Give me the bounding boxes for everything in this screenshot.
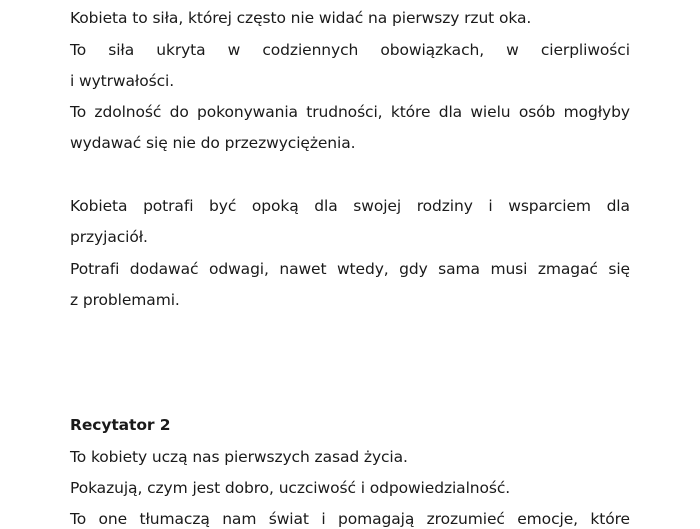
word: dla (606, 197, 630, 215)
word: zmagać (537, 260, 598, 278)
word: codziennych (262, 41, 359, 59)
word: tłumaczą (139, 510, 210, 528)
word: być (209, 197, 237, 215)
word: wtedy, (336, 260, 389, 278)
word: dodawać (129, 260, 199, 278)
word: dla (438, 103, 463, 121)
word: nawet (279, 260, 327, 278)
text-line-justified (70, 102, 630, 122)
text-line-justified (70, 509, 630, 529)
word: cierpliwości (540, 41, 630, 59)
word: rodziny (416, 197, 473, 215)
word: trudności, (306, 103, 383, 121)
text-line: Pokazują, czym jest dobro, uczciwość i odpowiedzialność. (70, 479, 511, 497)
word: musi (490, 260, 528, 278)
word: one (98, 510, 128, 528)
word: Potrafi (70, 260, 120, 278)
word: do (169, 103, 189, 121)
word: i (488, 197, 493, 215)
word: odwagi, (208, 260, 269, 278)
word: nam (222, 510, 257, 528)
text-line: z problemami. (70, 291, 180, 309)
text-line: To kobiety uczą nas pierwszych zasad życia. (70, 448, 408, 466)
word: pomagają (337, 510, 415, 528)
word: się (608, 260, 630, 278)
word: gdy (399, 260, 428, 278)
word: zrozumieć (426, 510, 505, 528)
word: wsparciem (508, 197, 591, 215)
word: w (506, 41, 519, 59)
word: potrafi (143, 197, 194, 215)
text-line-justified (70, 259, 630, 279)
word: To (70, 510, 87, 528)
word: emocje, (517, 510, 578, 528)
word: zdolność (94, 103, 162, 121)
word: mogłyby (563, 103, 630, 121)
word: które (390, 103, 431, 121)
word: swojej (353, 197, 402, 215)
text-line: wydawać się nie do przezwyciężenia. (70, 134, 356, 152)
word: wielu (470, 103, 511, 121)
text-line: przyjaciół. (70, 228, 148, 246)
word: osób (518, 103, 556, 121)
text-line: Kobieta to siła, której często nie widać na pierwszy rzut oka. (70, 9, 532, 27)
word: ukryta (156, 41, 206, 59)
word: Kobieta (70, 197, 128, 215)
text-line-justified (70, 40, 630, 60)
word: które (590, 510, 630, 528)
section-heading: Recytator 2 (70, 416, 171, 434)
text-line-justified (70, 196, 630, 216)
text-line: i wytrwałości. (70, 72, 175, 90)
word: dla (314, 197, 338, 215)
word: w (227, 41, 241, 59)
word: To (70, 41, 87, 59)
word: pokonywania (197, 103, 298, 121)
word: świat (268, 510, 309, 528)
word: opoką (251, 197, 299, 215)
word: siła (108, 41, 135, 59)
word: To (70, 103, 87, 121)
word: i (321, 510, 326, 528)
word: sama (438, 260, 480, 278)
word: obowiązkach, (380, 41, 485, 59)
